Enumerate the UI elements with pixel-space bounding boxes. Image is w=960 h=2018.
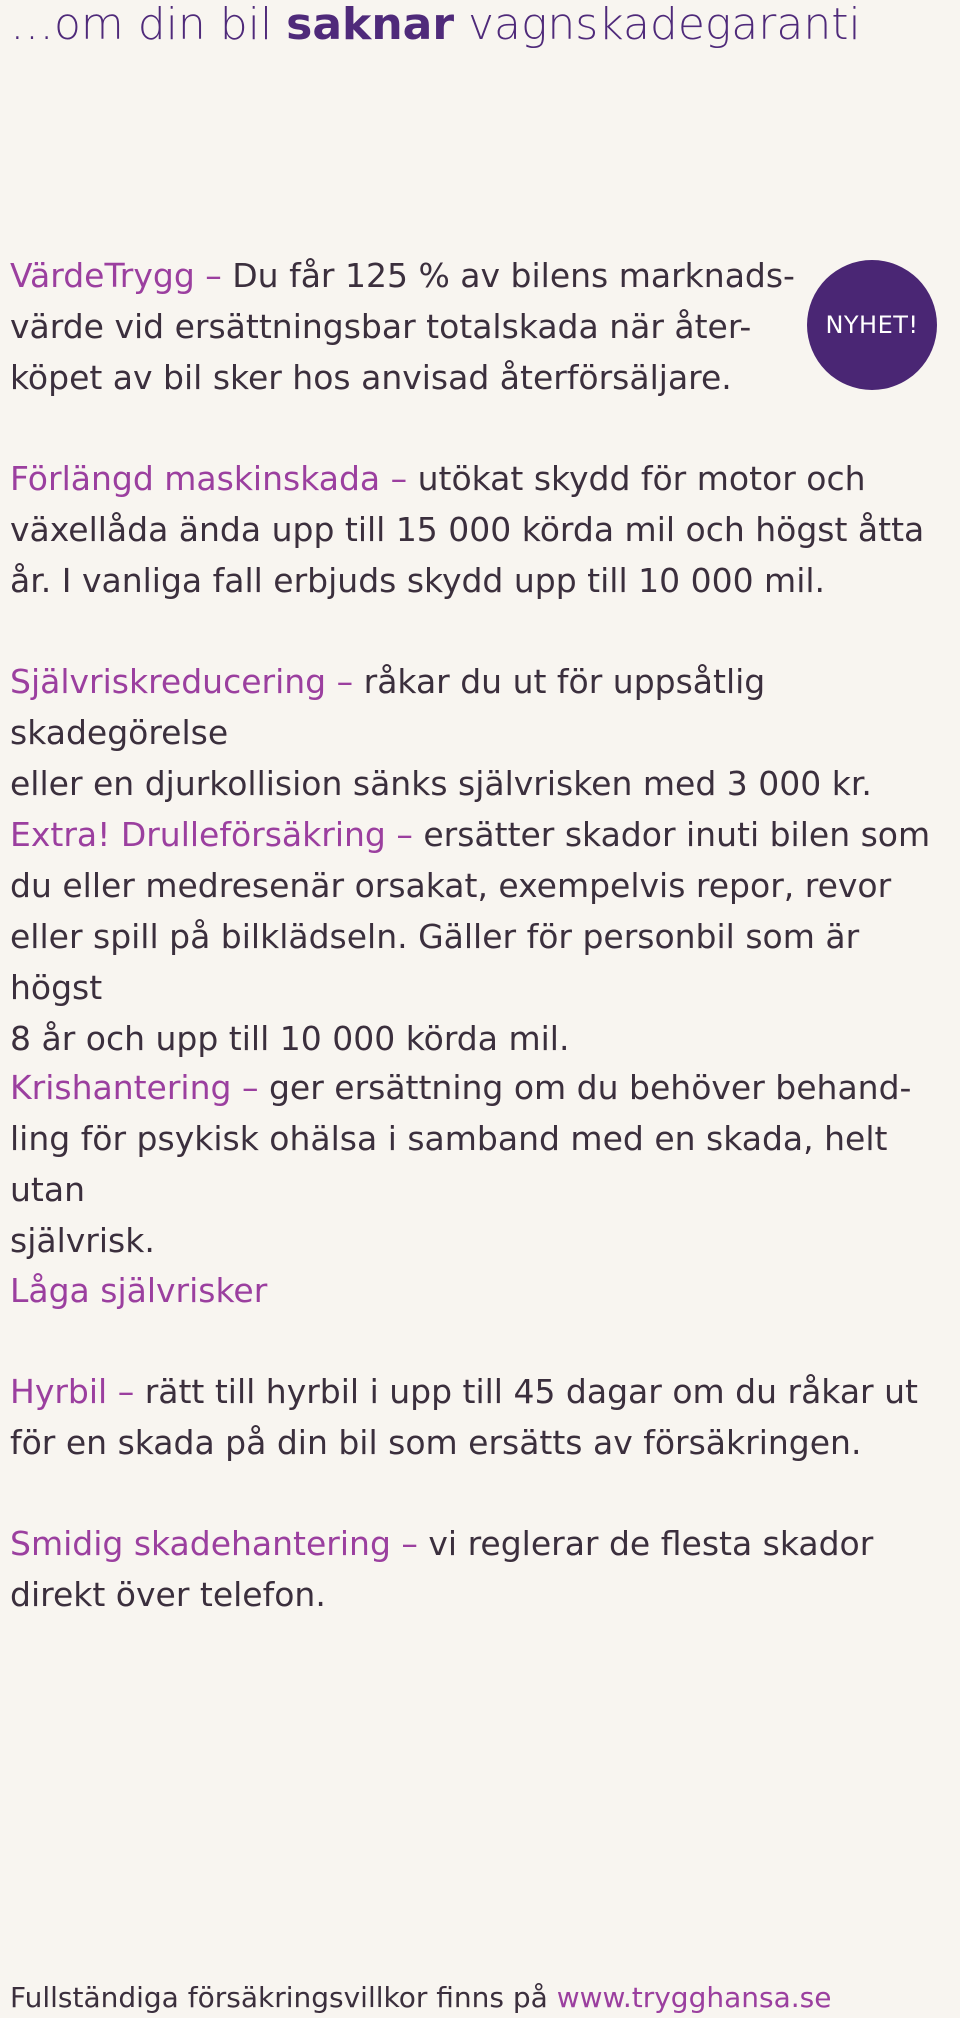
feature-dash: – <box>107 1372 145 1411</box>
feature-vardetrygg <box>10 250 795 403</box>
feature-laga-sjalvrisker <box>10 1265 267 1316</box>
footer-text: Fullständiga försäkringsvillkor finns på <box>10 1981 557 2014</box>
feature-line: växellåda ända upp till 15 000 körda mil och högst åtta <box>10 510 925 549</box>
feature-line: direkt över telefon. <box>10 1575 326 1614</box>
feature-line: råkar du ut för uppsåtlig skadegörelse <box>10 662 766 752</box>
feature-line: utökat skydd för motor och <box>417 459 866 498</box>
feature-term: Smidig skadehantering <box>10 1524 391 1563</box>
feature-line: du eller medresenär orsakat, exempelvis repor, revor <box>10 866 892 905</box>
feature-dash: – <box>326 662 364 701</box>
feature-term: Hyrbil <box>10 1372 108 1411</box>
feature-dash: – <box>385 815 424 854</box>
website-link[interactable]: www.trygghansa.se <box>556 1981 832 2014</box>
feature-line: rätt till hyrbil i upp till 45 dagar om du råkar ut <box>144 1372 918 1411</box>
feature-krishantering <box>10 1062 960 1266</box>
feature-smidig-skadehantering <box>10 1518 873 1620</box>
feature-line: eller en djurkollision sänks självrisken med 3 000 kr. <box>10 764 872 803</box>
feature-term: Extra! Drulleförsäkring <box>10 815 386 854</box>
feature-hyrbil <box>10 1366 918 1468</box>
feature-dash: – <box>380 459 418 498</box>
headline-bold: saknar <box>286 0 455 50</box>
feature-dash: – <box>390 1524 429 1563</box>
feature-dash: – <box>231 1068 269 1107</box>
feature-line: ger ersättning om du behöver behand- <box>268 1068 912 1107</box>
feature-line: eller spill på bilklädseln. Gäller för personbil som är högst <box>10 917 860 1007</box>
feature-term: Självriskreducering <box>10 662 327 701</box>
feature-term: Låga självrisker <box>10 1271 268 1310</box>
feature-line: år. I vanliga fall erbjuds skydd upp till 10 000 mil. <box>10 561 826 600</box>
footer-note <box>10 1980 831 2016</box>
feature-line: vi reglerar de flesta skador <box>428 1524 874 1563</box>
feature-forlangd-maskinskada <box>10 453 924 606</box>
feature-dash: – <box>194 256 233 295</box>
new-badge <box>807 260 937 390</box>
headline-suffix: vagnskadegaranti <box>454 0 861 50</box>
page-title <box>10 0 861 50</box>
feature-drulleforsakring <box>10 809 960 1064</box>
headline-prefix: …om din bil <box>10 0 287 50</box>
feature-line: Du får 125 % av bilens marknads- <box>232 256 795 295</box>
feature-line: köpet av bil sker hos anvisad återförsäljare. <box>10 358 732 397</box>
feature-line: ling för psykisk ohälsa i samband med en skada, helt utan <box>10 1119 888 1209</box>
feature-line: för en skada på din bil som ersätts av försäkringen. <box>10 1423 862 1462</box>
feature-term: VärdeTrygg <box>10 256 195 295</box>
feature-line: 8 år och upp till 10 000 körda mil. <box>10 1019 570 1058</box>
new-badge-label: NYHET! <box>825 311 919 339</box>
feature-line: ersätter skador inuti bilen som <box>423 815 931 854</box>
feature-term: Förlängd maskinskada <box>10 459 381 498</box>
feature-sjalvriskreducering <box>10 656 960 809</box>
feature-term: Krishantering <box>10 1068 232 1107</box>
feature-line: självrisk. <box>10 1221 155 1260</box>
feature-line: värde vid ersättningsbar totalskada när åter- <box>10 307 752 346</box>
